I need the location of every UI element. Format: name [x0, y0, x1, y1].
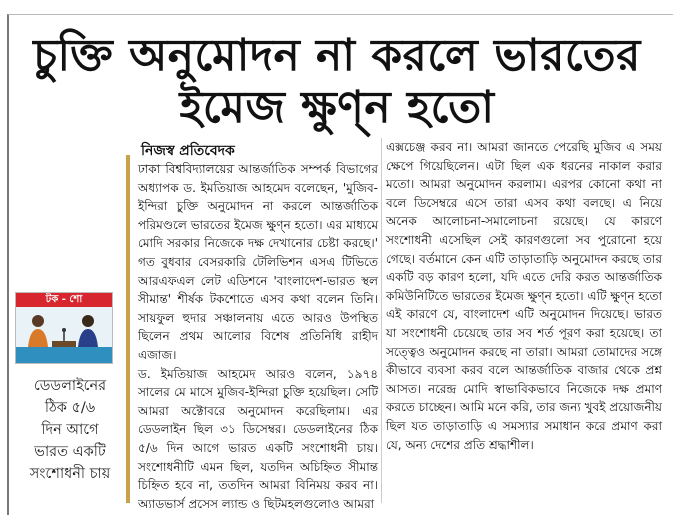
column-divider [381, 138, 382, 503]
pull-quote-line: সংশোধনী চায় [29, 466, 111, 482]
talkshow-tag: টক - শো [16, 293, 112, 307]
headline-line-1: চুক্তি অনুমোদন না করলে ভারতের [33, 30, 641, 81]
pull-quote-line: দিন আগে [41, 422, 99, 438]
article-column-1 [138, 160, 378, 513]
paragraph: ঢাকা বিশ্ববিদ্যালয়ের আন্তর্জাতিক সম্পর্ক বিভাগের অধ্যাপক ড. ইমতিয়াজ আহমেদ বলেছেন, 'মুজিব-ইন্দিরা চুক্তি অনুমোদন না করলে আন্তর্জাতিক পরিমণ্ডলে ভারতের ইমেজ ক্ষুণ্ন হতো। এর মাধ্যমে মোদি সরকার নিজেকে দক্ষ দেখানোর চেষ্টা করছে।' গত বুধবার বেসরকারি টেলিভিশন এসএ টিভিতে আরএফএল লেট এডিশনে 'বাংলাদেশ-ভারত স্থল সীমান্ত' শীর্ষক টকশোতে এসব কথা বলেন তিনি। সায়ফুল হুদার সঞ্চালনায় এতে আরও উপস্থিত ছিলেন প্রথম আলোর বিশেষ প্রতিনিধি রাহীদ এজাজ। [138, 162, 378, 362]
talkshow-people-icon [16, 307, 112, 363]
headline-line-2: ইমেজ ক্ষুণ্ন হতো [179, 82, 495, 133]
pull-quote-line: ঠিক ৫/৬ [44, 400, 96, 416]
headline [12, 30, 662, 134]
paragraph: ড. ইমতিয়াজ আহমেদ আরও বলেন, ১৯৭৪ সালের মে মাসে মুজিব-ইন্দিরা চুক্তি হয়েছিল। সেটি আমরা অক্টোবরে অনুমোদন করেছিলাম। এর ডেডলাইন ছিল ৩১ ডিসেম্বর। ডেডলাইনের ঠিক ৫/৬ দিন আগে ভারত একটি সংশোধনী চায়। সংশোধনীটি এমন ছিল, যতদিন অচিহ্নিত সীমান্ত চিহ্নিত হবে না, ততদিন আমরা বিনিময় করব না। অ্যাডভার্স প্রসেস ল্যান্ড ও ছিটমহলগুলোও আমরা [138, 366, 378, 511]
pull-quote [18, 375, 122, 485]
paragraph: এক্সচেঞ্জ করব না। আমরা জানতে পেরেছি মুজিব এ সময় ক্ষেপে গিয়েছিলেন। এটা ছিল এক ধরনের নাকাল করার মতো। আমরা অনুমোদন করলাম। এরপর কোনো কথা না বলে ডিসেম্বরে এসে তারা এসব কথা বলছে। এ নিয়ে অনেক আলোচনা-সমালোচনা রয়েছে। যে কারণে সংশোধনী এসেছিল সেই কারণগুলো সব পুরোনো হয়ে গেছে। বর্তমানে কেন এটি তাড়াতাড়ি অনুমোদন করছে তার একটি বড় কারণ হলো, যদি এতে দেরি করত আন্তর্জাতিক কমিউনিটিতে ভারতের ইমেজ ক্ষুণ্ন হতো। এটি ক্ষুণ্ন হতো এই কারণে যে, বাংলাদেশ এটি অনুমোদন দিয়েছে। ভারত যা সংশোধনী চেয়েছে তার সব শর্ত পূরণ করা হয়েছে। তা সত্ত্বেও অনুমোদন করছে না তারা। আমরা তোমাদের সঙ্গে কীভাবে ব্যবসা করব বলে আন্তর্জাতিক বাজার থেকে প্রশ্ন আসত। নরেন্দ্র মোদি স্বাভাবিকভাবে নিজেকে দক্ষ প্রমাণ করতে চাচ্ছেন। আমি মনে করি, তার জন্য খুবই প্রয়োজনীয় ছিল যত তাড়াতাড়ি এ সমস্যার সমাধান করে প্রমাণ করা যে, অন্য দেশের প্রতি শ্রদ্ধাশীল। [386, 140, 662, 452]
talkshow-badge [15, 292, 113, 364]
article-column-2 [386, 138, 662, 454]
pull-quote-line: ডেডলাইনের [33, 378, 107, 394]
pull-quote-line: ভারত একটি [34, 444, 106, 460]
side-divider [126, 155, 130, 503]
byline: নিজস্ব প্রতিবেদক [141, 139, 235, 166]
